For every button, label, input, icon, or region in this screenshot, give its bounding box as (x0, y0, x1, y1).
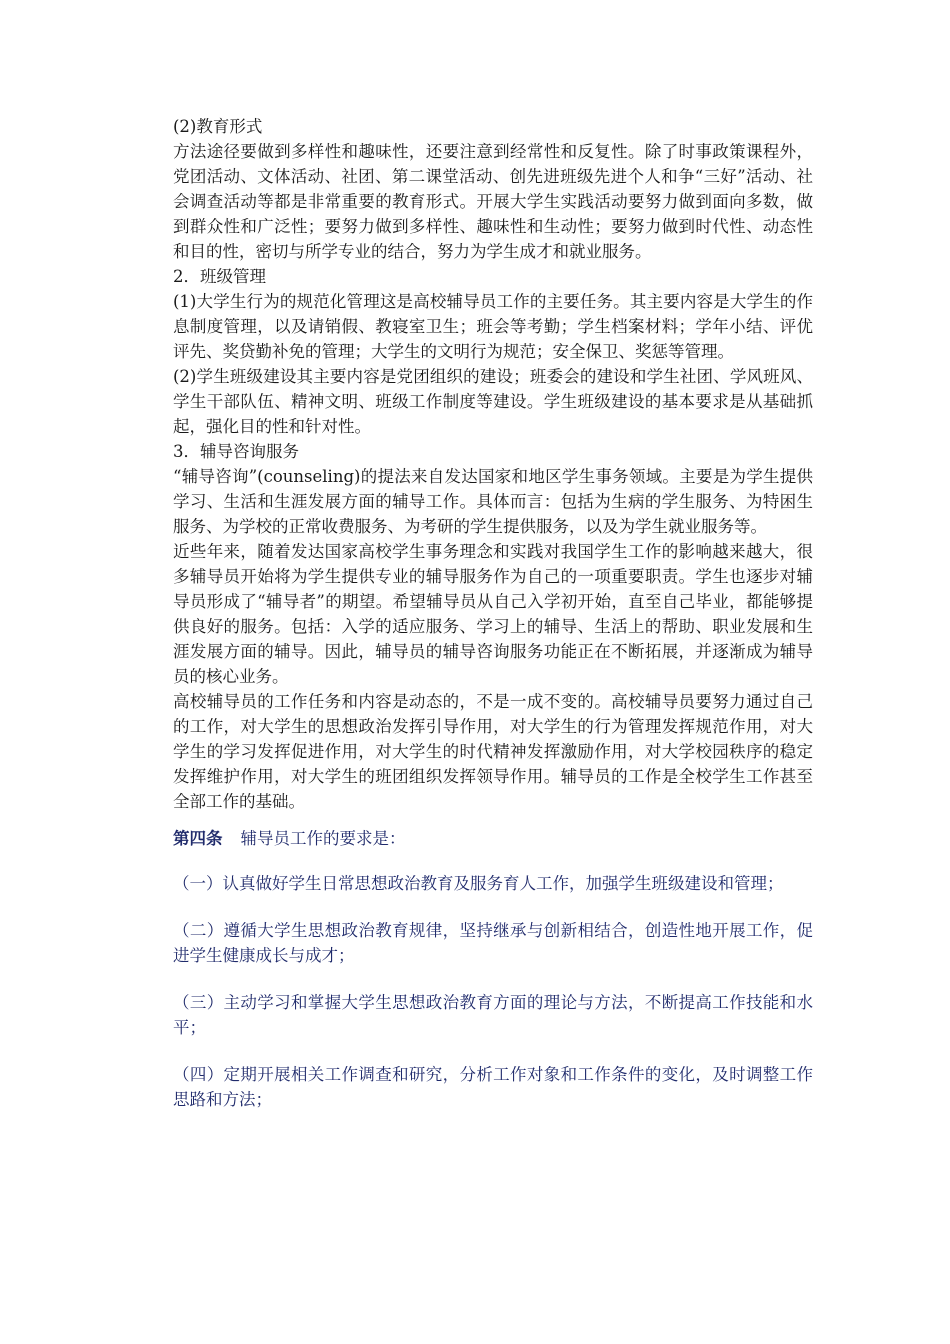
article-4-heading (173, 826, 813, 851)
education-form-paragraph: 方法途径要做到多样性和趣味性，还要注意到经常性和反复性。除了时事政策课程外，党团活动、文体活动、社团、第二课堂活动、创先进班级先进个人和争“三好”活动、社会调查活动等都是非常重要的教育形式。开展大学生实践活动要努力做到面向多数，做到群众性和广泛性；要努力做到多样性、趣味性和生动性；要努力做到时代性、动态性和目的性，密切与所学专业的结合，努力为学生成才和就业服务。 (173, 142, 813, 261)
article-4-item-2: （二）遵循大学生思想政治教育规律，坚持继承与创新相结合，创造性地开展工作，促进学生健康成长与成才； (173, 921, 813, 965)
class-management-item-2: (2)学生班级建设其主要内容是党团组织的建设；班委会的建设和学生社团、学风班风、学生干部队伍、精神文明、班级工作制度等建设。学生班级建设的基本要求是从基础抓起，强化目的性和针对性。 (173, 367, 813, 436)
document-page (173, 114, 813, 1112)
education-form-heading: (2)教育形式 (173, 117, 263, 136)
article-4-item-3: （三）主动学习和掌握大学生思想政治教育方面的理论与方法，不断提高工作技能和水平； (173, 993, 813, 1037)
counseling-paragraph-2: 近些年来，随着发达国家高校学生事务理念和实践对我国学生工作的影响越来越大，很多辅导员开始将为学生提供专业的辅导服务作为自己的一项重要职责。学生也逐步对辅导员形成了“辅导者”的期望。希望辅导员从自己入学初开始，直至自己毕业，都能够提供良好的服务。包括：入学的适应服务、学习上的辅导、生活上的帮助、职业发展和生涯发展方面的辅导。因此，辅导员的辅导咨询服务功能正在不断拓展，并逐渐成为辅导员的核心业务。 (173, 542, 813, 686)
counseling-paragraph-3: 高校辅导员的工作任务和内容是动态的，不是一成不变的。高校辅导员要努力通过自己的工作，对大学生的思想政治发挥引导作用，对大学生的行为管理发挥规范作用，对大学生的学习发挥促进作用，对大学生的时代精神发挥激励作用，对大学校园秩序的稳定发挥维护作用，对大学生的班团组织发挥领导作用。辅导员的工作是全校学生工作甚至全部工作的基础。 (173, 692, 813, 811)
article-4-item-4: （四）定期开展相关工作调查和研究，分析工作对象和工作条件的变化，及时调整工作思路和方法； (173, 1065, 813, 1109)
article-4-label: 第四条 (173, 829, 223, 848)
article-4-item-1: （一）认真做好学生日常思想政治教育及服务育人工作，加强学生班级建设和管理； (173, 874, 784, 893)
class-management-item-1: (1)大学生行为的规范化管理这是高校辅导员工作的主要任务。其主要内容是大学生的作息制度管理，以及请销假、教寝室卫生；班会等考勤；学生档案材料；学年小结、评优评先、奖贷勤补免的管理；大学生的文明行为规范；安全保卫、奖惩等管理。 (173, 292, 813, 361)
class-management-heading: 2．班级管理 (173, 267, 266, 286)
counseling-heading: 3．辅导咨询服务 (173, 442, 299, 461)
article-4-title: 辅导员工作的要求是： (240, 829, 406, 848)
counseling-paragraph-1: “辅导咨询”(counseling)的提法来自发达国家和地区学生事务领域。主要是为学生提供学习、生活和生涯发展方面的辅导工作。具体而言：包括为生病的学生服务、为特困生服务、为学校的正常收费服务、为考研的学生提供服务，以及为学生就业服务等。 (173, 467, 813, 536)
